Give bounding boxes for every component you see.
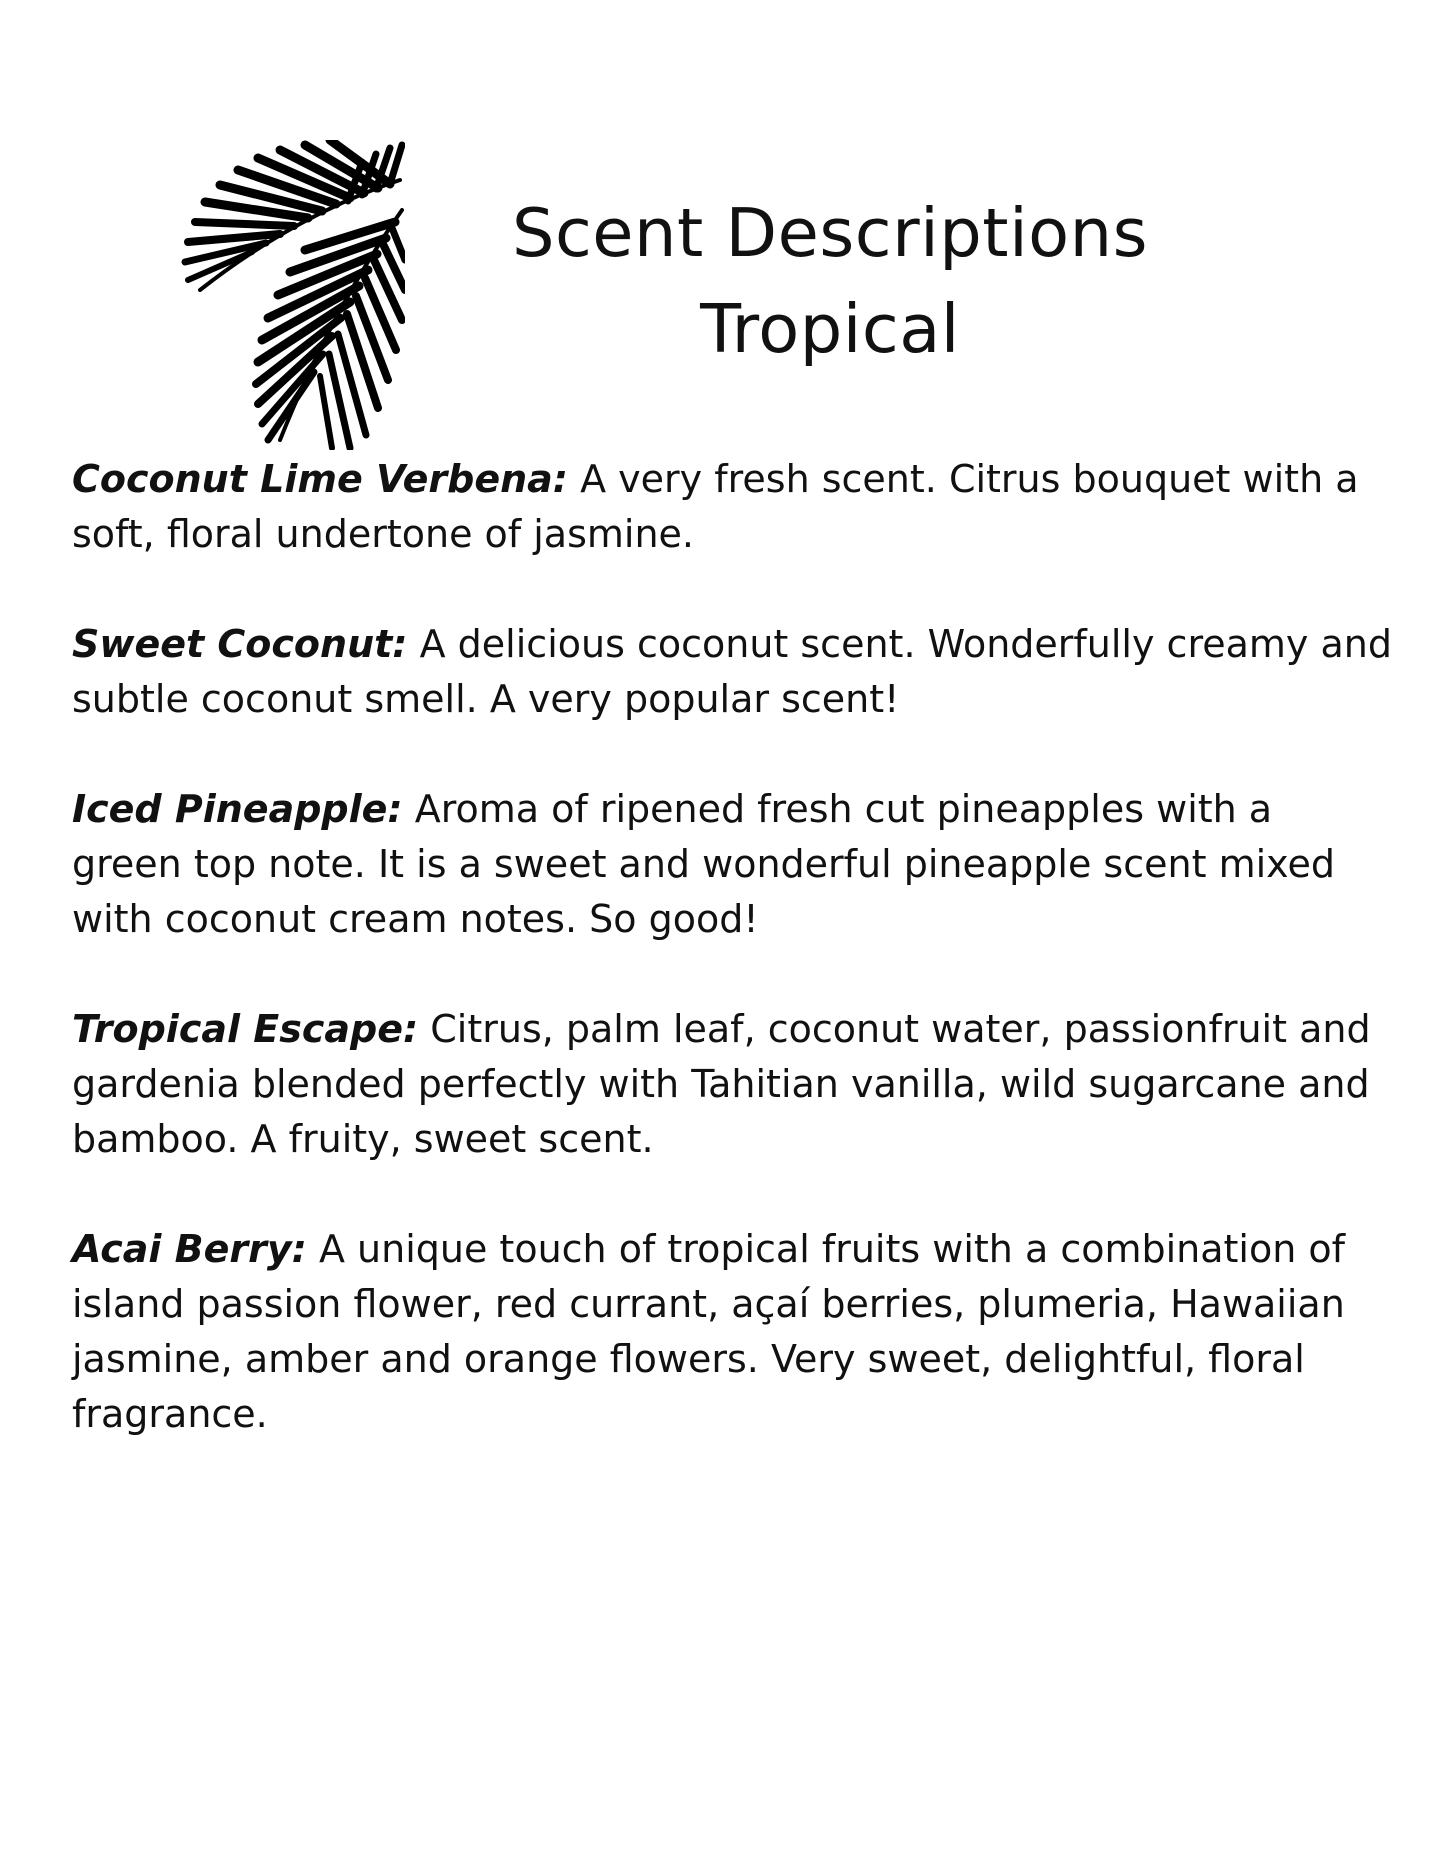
scent-description: A delicious coconut scent. Wonderfully creamy and subtle coconut smell. A very popular scent! (72, 622, 1392, 721)
scent-name: Coconut Lime Verbena: (72, 457, 568, 501)
scent-name: Acai Berry: (72, 1227, 307, 1271)
scent-description: Aroma of ripened fresh cut pineapples with a green top note. It is a sweet and wonderful pineapple scent mixed with coconut cream notes. So good! (72, 787, 1335, 941)
title-line-2: Tropical (700, 290, 960, 368)
scent-entry (72, 782, 1392, 947)
scent-name: Tropical Escape: (72, 1007, 419, 1051)
scent-entry (72, 1222, 1392, 1442)
scent-description: A unique touch of tropical fruits with a combination of island passion flower, red currant, açaí berries, plumeria, Hawaiian jasmine, amber and orange flowers. Very sweet, delightful, floral fragrance. (72, 1227, 1346, 1436)
scent-description: A very fresh scent. Citrus bouquet with a soft, floral undertone of jasmine. (72, 457, 1359, 556)
scent-list (72, 452, 1392, 1497)
scent-entry (72, 617, 1392, 727)
scent-name: Iced Pineapple: (72, 787, 403, 831)
title-line-1: Scent Descriptions (511, 194, 1149, 272)
scent-description: Citrus, palm leaf, coconut water, passionfruit and gardenia blended perfectly with Tahitian vanilla, wild sugarcane and bamboo. A fruity, sweet scent. (72, 1007, 1371, 1161)
scent-entry (72, 1002, 1392, 1167)
scent-name: Sweet Coconut: (72, 622, 408, 666)
scent-entry (72, 452, 1392, 562)
palm-leaf-icon (140, 140, 405, 450)
page-title (440, 185, 1220, 377)
